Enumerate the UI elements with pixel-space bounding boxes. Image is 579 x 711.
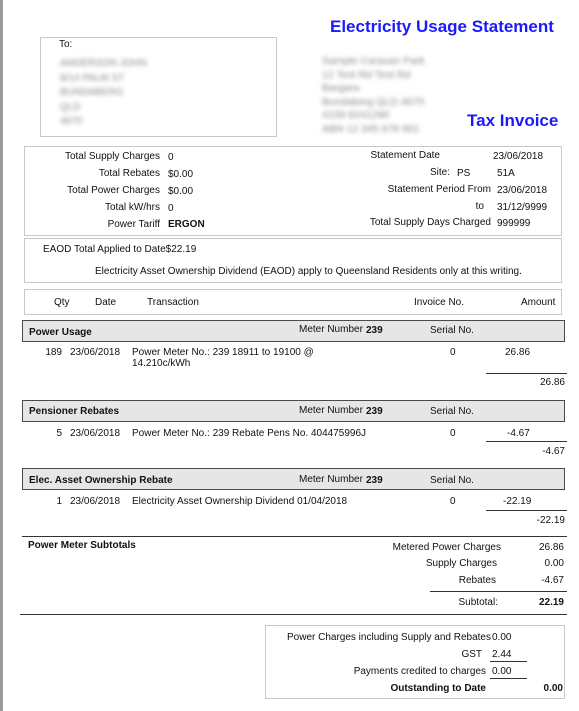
subtotals-bottom-rule <box>20 614 567 615</box>
col-transaction: Transaction <box>147 297 199 308</box>
row-invoice: 0 <box>450 428 456 439</box>
row-amount: -22.19 <box>503 496 532 507</box>
statement-title: Electricity Usage Statement <box>330 17 554 36</box>
gst-label: GST <box>461 649 482 660</box>
statement-date-label: Statement Date <box>370 150 440 161</box>
row-description: Power Meter No.: 239 Rebate Pens No. 404475996J <box>132 428 367 439</box>
site-value: 51A <box>497 168 515 179</box>
payments-value: 0.00 <box>492 666 512 677</box>
period-from-label: Statement Period From <box>387 184 491 195</box>
total-rule <box>486 510 567 511</box>
meter-number-label: Meter Number <box>299 474 363 485</box>
row-description: Electricity Asset Ownership Dividend 01/04/2018 <box>132 496 348 507</box>
meter-number-value: 239 <box>366 475 383 486</box>
section-total: 26.86 <box>539 377 565 388</box>
total-power-label: Total Power Charges <box>67 185 160 196</box>
power-tariff-value: ERGON <box>168 219 205 230</box>
row-amount: -4.67 <box>507 428 530 439</box>
total-rebates-label: Total Rebates <box>98 168 160 179</box>
power-charges-label: Power Charges including Supply and Rebates <box>286 632 491 643</box>
row-invoice: 0 <box>450 496 456 507</box>
subtotal-rule <box>430 591 567 592</box>
col-date: Date <box>95 297 117 308</box>
eaod-total <box>43 244 196 255</box>
row-invoice: 0 <box>450 347 456 358</box>
subtotals-rule <box>22 536 567 537</box>
statement-date-value: 23/06/2018 <box>493 151 544 162</box>
section-title: Elec. Asset Ownership Rebate <box>29 475 173 486</box>
rebates-value: -4.67 <box>541 575 564 586</box>
row-date: 23/06/2018 <box>70 428 121 439</box>
serial-label: Serial No. <box>430 475 474 486</box>
row-description: Power Meter No.: 239 18911 to 19100 @ <box>132 347 314 358</box>
supply-charges-label: Supply Charges <box>425 558 497 569</box>
site-label: Site: <box>429 167 450 178</box>
meter-number-value: 239 <box>366 325 383 336</box>
payments-label: Payments credited to charges <box>353 666 486 677</box>
gst-rule <box>490 661 527 662</box>
total-rebates-value: $0.00 <box>168 169 194 180</box>
col-invoice: Invoice No. <box>414 297 465 308</box>
subtotal-label: Subtotal: <box>458 597 498 608</box>
tax-invoice-title: Tax Invoice <box>467 111 559 130</box>
payments-rule <box>490 678 527 679</box>
power-tariff-label: Power Tariff <box>107 219 160 230</box>
total-power-value: $0.00 <box>168 186 194 197</box>
site-prefix: PS <box>457 168 471 179</box>
to-label: To: <box>59 39 73 50</box>
rebates-label: Rebates <box>458 575 496 586</box>
col-qty: Qty <box>54 297 70 308</box>
subtotals-title: Power Meter Subtotals <box>28 540 136 551</box>
col-amount: Amount <box>521 297 556 308</box>
recipient-address: ANDERSON JOHN 8/14 PALM ST BUNDABERG QLD 4670 <box>60 58 147 127</box>
section-total: -4.67 <box>542 446 565 457</box>
meter-number-label: Meter Number <box>299 405 363 416</box>
period-to-label: to <box>475 201 484 212</box>
section-total: -22.19 <box>536 515 565 526</box>
eaod-total-value: $22.19 <box>165 244 197 255</box>
supply-charges-value: 0.00 <box>544 558 564 569</box>
period-to-value: 31/12/9999 <box>497 202 548 213</box>
section-power-usage-header <box>22 320 565 342</box>
section-title: Pensioner Rebates <box>29 406 120 417</box>
subtotal-value: 22.19 <box>538 597 564 608</box>
meter-number-label: Meter Number <box>299 324 363 335</box>
row-date: 23/06/2018 <box>70 496 121 507</box>
total-supply-value: 0 <box>168 152 174 163</box>
section-title: Power Usage <box>29 327 92 338</box>
eaod-note: Electricity Asset Ownership Dividend (EAOD) apply to Queensland Residents only at this writing. <box>95 266 522 277</box>
row-qty: 1 <box>56 496 62 507</box>
supply-days-value: 999999 <box>497 218 531 229</box>
total-rule <box>486 373 567 374</box>
row-description-cont: 14.210c/kWh <box>132 358 191 369</box>
power-charges-value: 0.00 <box>492 632 512 643</box>
eaod-total-label: EAOD Total Applied to Date <box>43 244 166 255</box>
row-qty: 5 <box>56 428 62 439</box>
company-address: Sample Caravan Park 12 Test Rd Test Rd Bargara Bundaberg QLD 4670 4159 8241290 ABN 12 345 678 901 <box>322 55 425 135</box>
total-kwh-value: 0 <box>168 203 174 214</box>
serial-label: Serial No. <box>430 325 474 336</box>
total-kwh-label: Total kW/hrs <box>104 202 160 213</box>
meter-number-value: 239 <box>366 406 383 417</box>
outstanding-label: Outstanding to Date <box>390 683 486 694</box>
outstanding-value: 0.00 <box>543 683 563 694</box>
row-date: 23/06/2018 <box>70 347 121 358</box>
row-amount: 26.86 <box>505 347 531 358</box>
serial-label: Serial No. <box>430 406 474 417</box>
total-rule <box>486 441 567 442</box>
metered-charges-value: 26.86 <box>538 542 564 553</box>
gst-value: 2.44 <box>492 649 512 660</box>
period-from-value: 23/06/2018 <box>497 185 548 196</box>
total-supply-label: Total Supply Charges <box>64 151 160 162</box>
metered-charges-label: Metered Power Charges <box>392 542 501 553</box>
row-qty: 189 <box>45 347 62 358</box>
supply-days-label: Total Supply Days Charged <box>369 217 491 228</box>
